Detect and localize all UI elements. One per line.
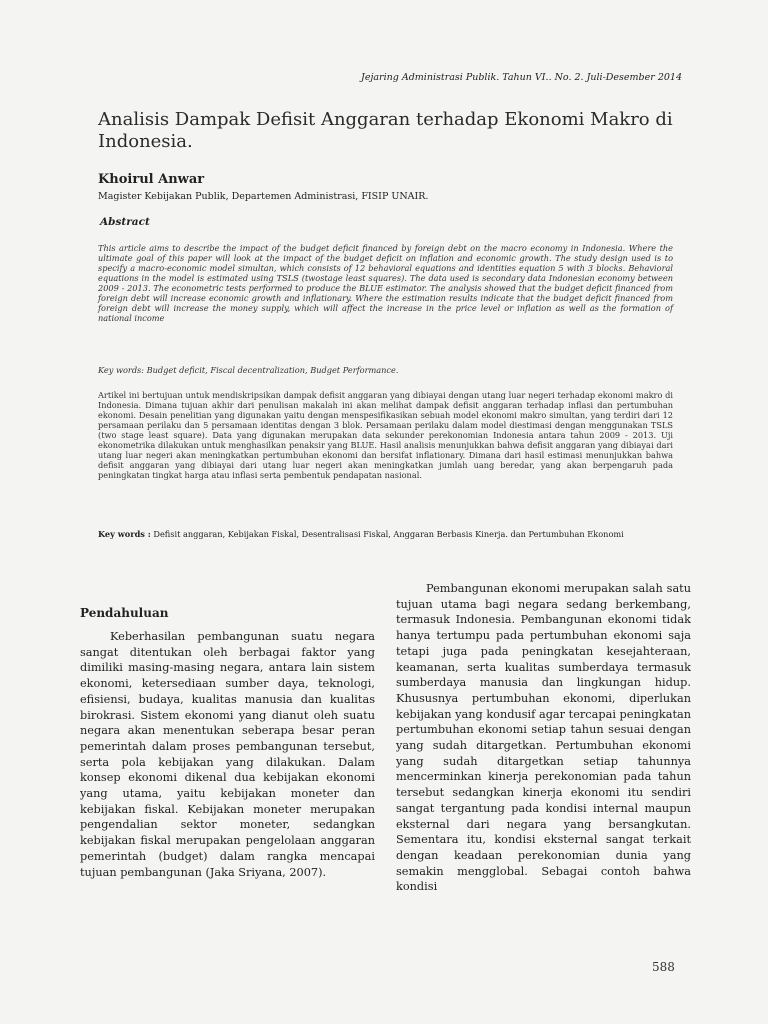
journal-header: Jejaring Administrasi Publik. Tahun VI.. No. 2. Juli-Desember 2014 (361, 72, 682, 83)
abstract-heading: Abstract (100, 216, 150, 228)
keywords-indonesian (98, 529, 673, 539)
section-heading: Pendahuluan (80, 606, 169, 620)
keywords-label: Key words : (98, 529, 151, 539)
abstract-indonesian: Artikel ini bertujuan untuk mendiskripsikan dampak defisit anggaran yang dibiayai dengan utang luar negeri terhadap ekonomi makro di Indonesia. Dimana tujuan akhir dari penulisan makalah ini akan melihat dampak defisit anggaran terhadap inflasi dan pertumbuhan ekonomi. Desain penelitian yang digunakan yaitu dengan menspesifikasikan sebuah model ekonomi makro simultan, yang terdiri dari 12 persamaan perilaku dan 5 persamaan identitas dengan 3 blok. Persamaan perilaku dalam model diestimasi dengan menggunakan TSLS (two stage least square). Data yang digunakan merupakan data sekunder perekonomian Indonesia antara tahun 2009 - 2013. Uji ekonometrika dilakukan untuk menghasilkan penaksir yang BLUE. Hasil analisis menunjukkan bahwa defisit anggaran yang dibiayai dari utang luar negeri akan meningkatkan pertumbuhan ekonomi dan bersifat inflationary. Dimana dari hasil estimasi menunjukkan bahwa defisit anggaran yang dibiayai dari utang luar negeri akan meningkatkan jumlah uang beredar, yang akan berpengaruh pada peningkatan tingkat harga atau inflasi serta pembentuk pendapatan nasional. (98, 390, 673, 480)
page-number: 588 (652, 960, 675, 974)
keywords-english: Key words: Budget deficit, Fiscal decentralization, Budget Performance. (98, 365, 399, 375)
paragraph: Keberhasilan pembangunan suatu negara sangat ditentukan oleh berbagai faktor yang dimiliki masing-masing negara, antara lain sistem ekonomi, ketersediaan sumber daya, teknologi, efisiensi, budaya, kualitas manusia dan kualitas birokrasi. Sistem ekonomi yang dianut oleh suatu negara akan menentukan seberapa besar peran pemerintah dalam proses pembangunan tersebut, serta pola kebijakan yang dilakukan. Dalam konsep ekonomi dikenal dua kebijakan ekonomi yang utama, yaitu kebijakan moneter dan kebijakan fiskal. Kebijakan moneter merupakan pengendalian sektor moneter, sedangkan kebijakan fiskal merupakan pengelolaan anggaran pemerintah (budget) dalam rangka mencapai tujuan pembangunan (Jaka Sriyana, 2007). (80, 630, 375, 879)
body-column-left (80, 629, 375, 880)
article-title: Analisis Dampak Defisit Anggaran terhadap Ekonomi Makro di Indonesia. (98, 109, 673, 152)
abstract-english: This article aims to describe the impact of the budget deficit financed by foreign debt on the macro economy in Indonesia. Where the ultimate goal of this paper will look at the impact of the budget deficit on inflation and economic growth. The study design used is to specify a macro-economic model simultan, which consists of 12 behavioral equations and identities equation 5 with 3 blocks. Behavioral equations in the model is estimated using TSLS (twostage least squares). The data used is secondary data Indonesian economy between 2009 - 2013. The econometric tests performed to produce the BLUE estimator. The analysis showed that the budget deficit financed from foreign debt will increase economic growth and inflationary. Where the estimation results indicate that the budget deficit financed from foreign debt will increase the money supply, which will affect the increase in the price level or inflation as well as the formation of national income (98, 243, 673, 323)
body-column-right (396, 581, 691, 895)
author-affiliation: Magister Kebijakan Publik, Departemen Administrasi, FISIP UNAIR. (98, 191, 429, 202)
paragraph: Pembangunan ekonomi merupakan salah satu tujuan utama bagi negara sedang berkembang, termasuk Indonesia. Pembangunan ekonomi tidak hanya tertumpu pada pertumbuhan ekonomi saja tetapi juga pada peningkatan kesejahteraan, keamanan, serta kualitas sumberdaya termasuk sumberdaya manusia dan lingkungan hidup. Khususnya pertumbuhan ekonomi, diperlukan kebijakan yang kondusif agar tercapai peningkatan pertumbuhan ekonomi setiap tahun sesuai dengan yang sudah ditargetkan. Pertumbuhan ekonomi yang sudah ditargetkan setiap tahunnya mencerminkan kinerja perekonomian pada tahun tersebut sedangkan kinerja ekonomi itu sendiri sangat tergantung pada kondisi internal maupun eksternal dari negara yang bersangkutan. Sementara itu, kondisi eksternal sangat terkait dengan keadaan perekonomian dunia yang semakin mengglobal. Sebagai contoh bahwa kondisi (396, 582, 691, 894)
author-name: Khoirul Anwar (98, 172, 205, 187)
keywords-list: Defisit anggaran, Kebijakan Fiskal, Desentralisasi Fiskal, Anggaran Berbasis Kinerja. dan Pertumbuhan Ekonomi (150, 529, 624, 539)
